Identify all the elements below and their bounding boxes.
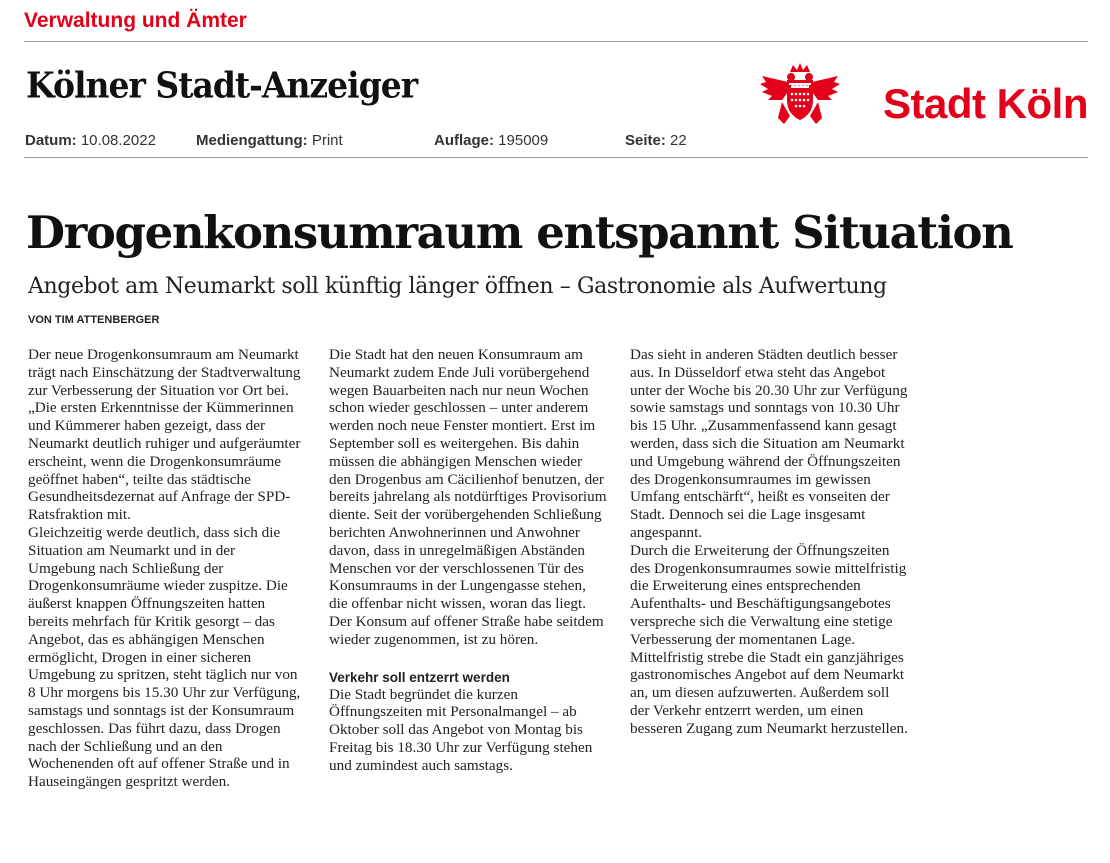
meta-page-value: 22 (670, 132, 687, 149)
meta-media-label: Mediengattung: (196, 132, 308, 149)
article-column-2 (329, 346, 607, 775)
header-divider (24, 41, 1088, 42)
cologne-coat-of-arms-icon (760, 62, 840, 128)
article-headline: Drogenkonsumraum entspannt Situation (26, 206, 1013, 259)
meta-date-label: Datum: (25, 132, 77, 149)
meta-page-label: Seite: (625, 132, 666, 149)
meta-divider (24, 157, 1088, 158)
meta-page (625, 132, 687, 149)
meta-circulation (434, 132, 548, 149)
paragraph: Die Stadt begründet die kurzen Öffnungszeiten mit Personalmangel – ab Oktober soll das Angebot von Montag bis Freitag bis 18.30 Uhr zur Verfügung stehen und zumindest auch samstags. (329, 685, 593, 774)
meta-media (196, 132, 343, 149)
paragraph: Gleichzeitig werde deutlich, dass sich die Situation am Neumarkt und in der Umgebung nach Schließung der Drogenkonsumräume wieder zuspitze. Die äußerst knappen Öffnungszeiten hatten bereits mehrfach für Kritik gesorgt – das Angebot, das es abhängigen Menschen ermöglicht, Drogen in einer sicheren Umgebung zu spritzen, steht täglich nur von 8 Uhr morgens bis 15.30 Uhr zur Verfügung, samstags und sonntags ist der Konsumraum geschlossen. Das führt dazu, dass Drogen nach der Schließung und an den Wochenenden oft auf offener Straße und in Hauseingängen gespritzt werden. (28, 523, 301, 791)
paragraph: Die Stadt hat den neuen Konsumraum am Neumarkt zudem Ende Juli vorübergehend wegen Bauarbeiten nach nur neun Wochen schon wieder geschlossen – unter anderem werden noch neue Fenster montiert. Erst im September soll es weitergehen. Bis dahin müssen die abhängigen Menschen wieder den Drogenbus am Cäcilienhof benutzen, der bereits jahrelang als notdürftiges Provisorium diente. Seit der vorübergehenden Schließung berichten Anwohnerinnen und Anwohner davon, dass in unregelmäßigen Abständen Menschen vor der verschlossenen Tür des Konsumraums in der Lungengasse stehen, die offenbar nicht wissen, woran das liegt. Der Konsum auf offener Straße habe seitdem wieder zugenommen, ist zu hören. (329, 346, 607, 648)
meta-circulation-label: Auflage: (434, 132, 494, 149)
article-column-3 (630, 346, 908, 738)
newspaper-masthead: Kölner Stadt-Anzeiger (26, 64, 418, 107)
paragraph: Der neue Drogenkonsumraum am Neumarkt trägt nach Einschätzung der Stadtverwaltung zur Verbesserung der Situation vor Ort bei. „Die ersten Erkenntnisse der Kümmerinnen und Kümmerer haben gezeigt, dass der Neumarkt deutlich ruhiger und aufgeräumter erscheint, wenn die Drogenkonsumräume geöffnet haben“, teilte das städtische Gesundheitsdezernat auf Anfrage der SPD-Ratsfraktion mit. (28, 346, 301, 524)
article-subheadline: Angebot am Neumarkt soll künftig länger öffnen – Gastronomie als Aufwertung (28, 274, 887, 299)
paragraph: Durch die Erweiterung der Öffnungszeiten des Drogenkonsumraumes sowie mittelfristig die Erweiterung eines entsprechenden Aufenthalts- und Beschäftigungsangebotes verspreche sich die Verwaltung eine stetige Verbesserung der momentanen Lage. Mittelfristig strebe die Stadt ein ganzjähriges gastronomisches Angebot auf dem Neumarkt an, um diesen aufzuwerten. Außerdem soll der Verkehr entzerrt werden, um einen besseren Zugang zum Neumarkt herzustellen. (630, 541, 908, 737)
meta-date-value: 10.08.2022 (80, 132, 156, 149)
meta-circulation-value: 195009 (498, 132, 549, 149)
meta-date (25, 132, 156, 149)
article-column-1 (28, 346, 306, 791)
meta-media-value: Print (311, 132, 343, 149)
publisher-logo-text: Stadt Köln (883, 80, 1088, 127)
subheading: Verkehr soll entzerrt werden (329, 669, 510, 685)
article-byline: VON TIM ATTENBERGER (28, 314, 160, 326)
paragraph: Das sieht in anderen Städten deutlich besser aus. In Düsseldorf etwa steht das Angebot unter der Woche bis 20.30 Uhr zur Verfügung sowie samstags und sonntags von 10.30 Uhr bis 15 Uhr. „Zusammenfassend kann gesagt werden, dass sich die Situation am Neumarkt und Umgebung während der Öffnungszeiten des Drogenkonsumraumes im gewissen Umfang entschärft“, heißt es vonseiten der Stadt. Dennoch sei die Lage insgesamt angespannt. (630, 346, 908, 541)
section-title: Verwaltung und Ämter (24, 9, 247, 32)
